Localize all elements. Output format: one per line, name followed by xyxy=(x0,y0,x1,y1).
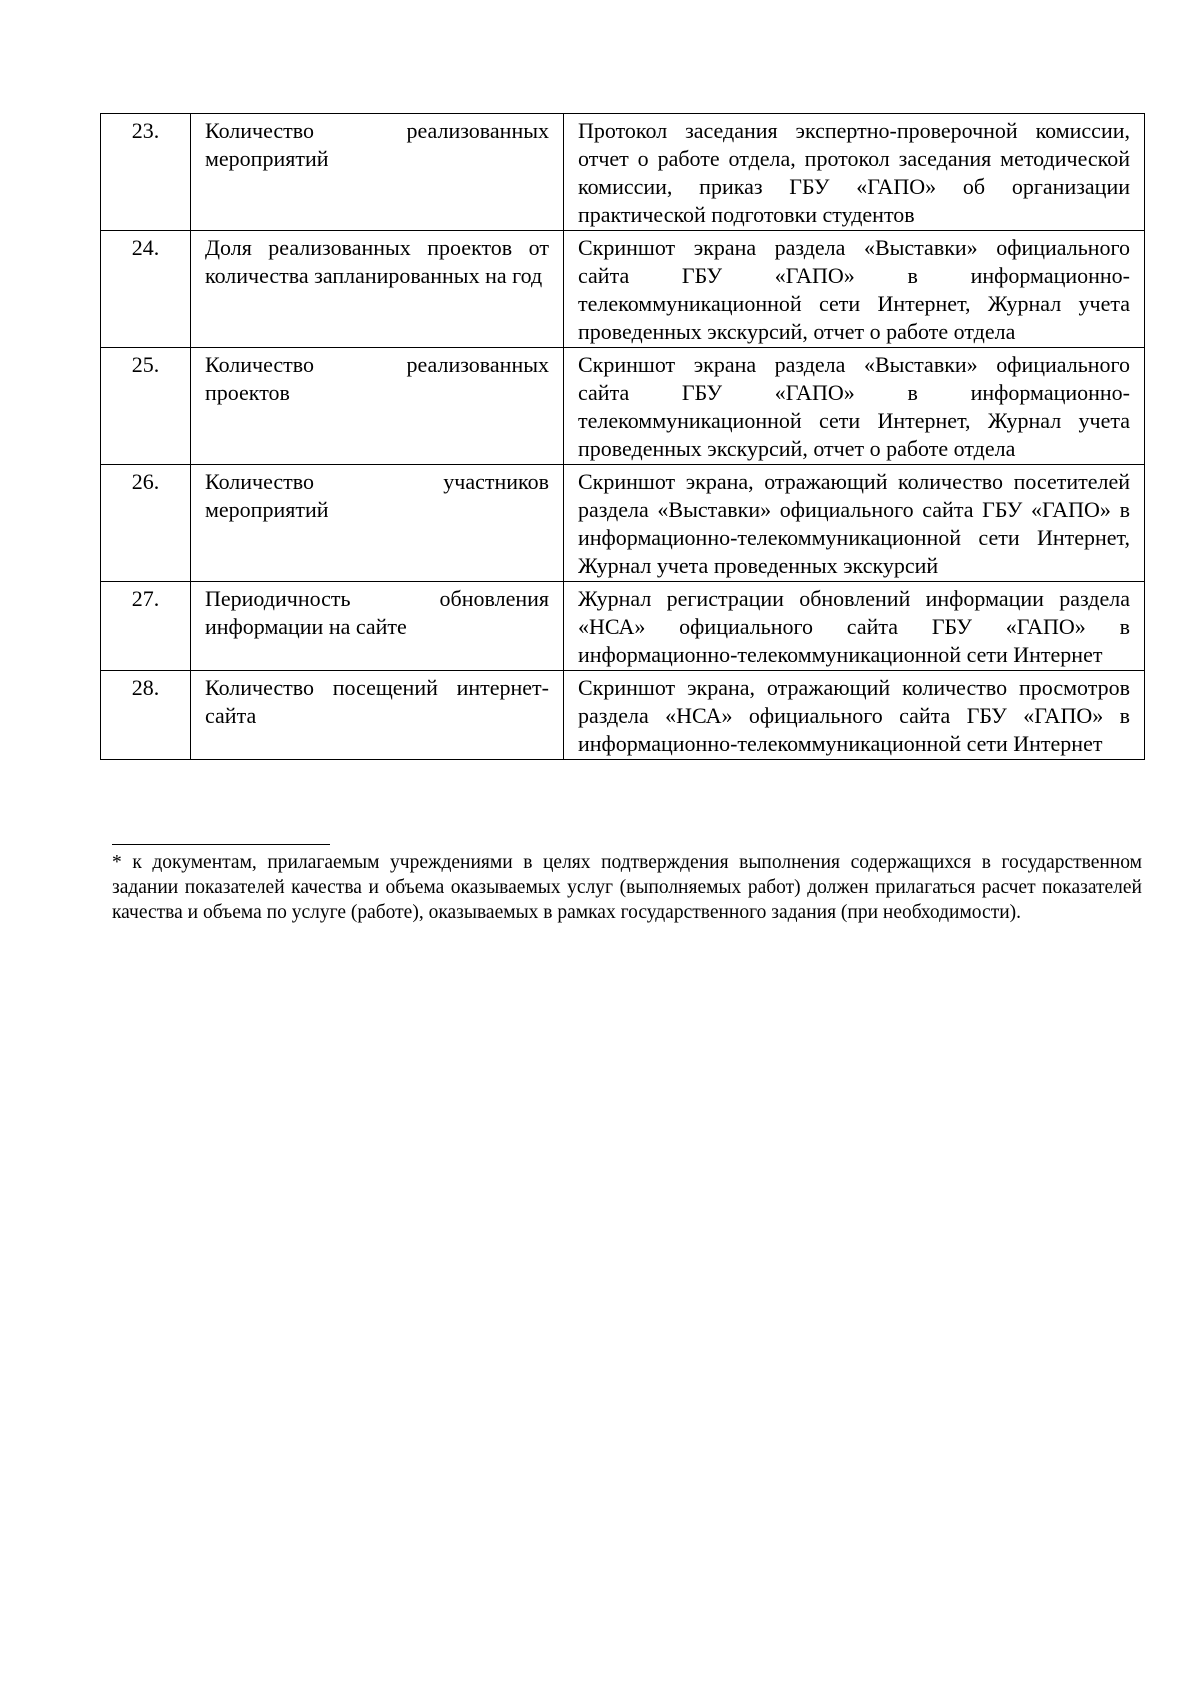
indicator-name: Количество реализованных мероприятий xyxy=(191,114,564,231)
row-number: 23. xyxy=(101,114,191,231)
row-number: 26. xyxy=(101,465,191,582)
row-number: 25. xyxy=(101,348,191,465)
confirming-documents: Скриншот экрана раздела «Выставки» официального сайта ГБУ «ГАПО» в информационно-телекоммуникационной сети Интернет, Журнал учета проведенных экскурсий, отчет о работе отдела xyxy=(564,348,1145,465)
confirming-documents: Скриншот экрана, отражающий количество просмотров раздела «НСА» официального сайта ГБУ «ГАПО» в информационно-телекоммуникационной сети Интернет xyxy=(564,671,1145,760)
row-number: 27. xyxy=(101,582,191,671)
row-number: 28. xyxy=(101,671,191,760)
table-row xyxy=(101,465,1145,582)
confirming-documents: Скриншот экрана, отражающий количество посетителей раздела «Выставки» официального сайта ГБУ «ГАПО» в информационно-телекоммуникационной сети Интернет, Журнал учета проведенных экскурсий xyxy=(564,465,1145,582)
footnote-separator xyxy=(112,844,330,845)
confirming-documents: Протокол заседания экспертно-проверочной комиссии, отчет о работе отдела, протокол заседания методической комиссии, приказ ГБУ «ГАПО» об организации практической подготовки студентов xyxy=(564,114,1145,231)
indicators-table xyxy=(100,113,1145,760)
confirming-documents: Журнал регистрации обновлений информации раздела «НСА» официального сайта ГБУ «ГАПО» в информационно-телекоммуникационной сети Интернет xyxy=(564,582,1145,671)
indicator-name: Количество посещений интернет-сайта xyxy=(191,671,564,760)
row-number: 24. xyxy=(101,231,191,348)
table-row xyxy=(101,671,1145,760)
indicator-name: Количество участников мероприятий xyxy=(191,465,564,582)
indicator-name: Количество реализованных проектов xyxy=(191,348,564,465)
footnote-text: * к документам, прилагаемым учреждениями в целях подтверждения выполнения содержащихся в государственном задании показателей качества и объема оказываемых услуг (выполняемых работ) должен прилагаться расчет показателей качества и объема по услуге (работе), оказываемых в рамках государственного задания (при необходимости). xyxy=(112,852,1142,923)
table-row xyxy=(101,348,1145,465)
confirming-documents: Скриншот экрана раздела «Выставки» официального сайта ГБУ «ГАПО» в информационно-телекоммуникационной сети Интернет, Журнал учета проведенных экскурсий, отчет о работе отдела xyxy=(564,231,1145,348)
table-row xyxy=(101,231,1145,348)
table-row xyxy=(101,582,1145,671)
indicator-name: Доля реализованных проектов от количества запланированных на год xyxy=(191,231,564,348)
indicator-name: Периодичность обновления информации на сайте xyxy=(191,582,564,671)
table-row xyxy=(101,114,1145,231)
